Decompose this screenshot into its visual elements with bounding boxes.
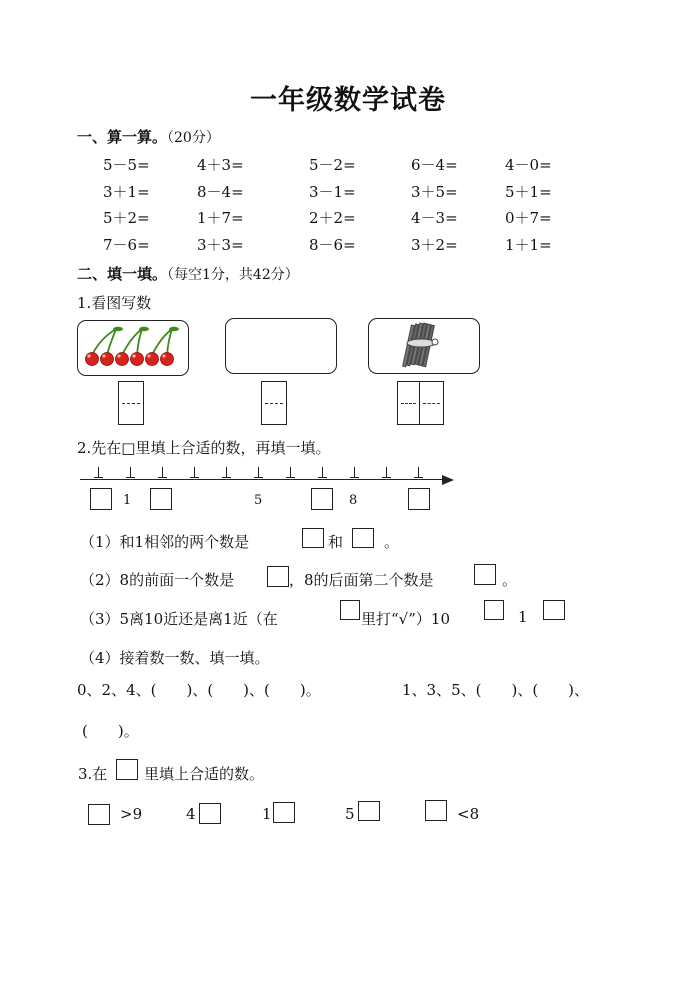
cherries-icon	[78, 321, 188, 375]
arrow-right-icon	[442, 475, 454, 485]
q2-part3-text-a: （3）5离10近还是离1近（在	[80, 610, 278, 628]
equation-r1-c5[interactable]: 4－0=	[505, 156, 552, 174]
number-line-tick	[418, 467, 419, 477]
number-line-tick-base	[158, 477, 167, 478]
sequence-even[interactable]: 0、2、4、( )、( )、( )。	[77, 681, 321, 699]
q3-item-gt9: >9	[120, 805, 143, 823]
q3-box-2[interactable]	[199, 803, 221, 824]
q2-part2-text-b: ，8的后面第二个数是	[289, 571, 434, 589]
number-line-tick-base	[318, 477, 327, 478]
number-line-tick	[322, 467, 323, 477]
answer-box-sticks-ones[interactable]	[419, 381, 444, 425]
number-line-tick-base	[286, 477, 295, 478]
stick-bundle-icon	[369, 319, 479, 373]
picture-box-empty	[225, 318, 337, 374]
equation-r1-c1[interactable]: 5－5=	[103, 156, 150, 174]
numberline-label-1: 1	[123, 493, 132, 508]
q2-label: 2.先在□里填上合适的数，再填一填。	[77, 439, 331, 457]
q3-legend-box	[116, 759, 138, 780]
numberline-box-1[interactable]	[90, 488, 112, 510]
equation-r2-c4[interactable]: 3＋5=	[411, 183, 458, 201]
q2-part3-text-b: 里打“√”）10	[361, 610, 450, 628]
number-line-tick-base	[94, 477, 103, 478]
section1-points: （20分）	[167, 130, 220, 146]
number-line-tick	[130, 467, 131, 477]
equation-r4-c2[interactable]: 3＋3=	[197, 236, 244, 254]
numberline-label-5: 5	[254, 493, 263, 508]
section2-points: （每空1分，共42分）	[167, 267, 299, 283]
equation-r3-c3[interactable]: 2＋2=	[309, 209, 356, 227]
q3-box-5[interactable]	[425, 800, 447, 821]
q3-item-4: 4	[186, 805, 196, 823]
equation-r3-c5[interactable]: 0＋7=	[505, 209, 552, 227]
equation-r2-c3[interactable]: 3－1=	[309, 183, 356, 201]
equation-r2-c2[interactable]: 8－4=	[197, 183, 244, 201]
number-line-tick	[258, 467, 259, 477]
numberline-label-8: 8	[349, 493, 358, 508]
number-line-tick-base	[126, 477, 135, 478]
number-line-tick	[386, 467, 387, 477]
number-line-tick-base	[414, 477, 423, 478]
q2-part1-mid: 和	[328, 533, 344, 551]
answer-box-empty[interactable]	[261, 381, 287, 425]
q2-part3-box-10[interactable]	[484, 600, 504, 620]
picture-box-cherries	[77, 320, 189, 376]
q3-item-lt8: <8	[457, 805, 480, 823]
number-line-tick-base	[222, 477, 231, 478]
q2-part1-box-b[interactable]	[352, 528, 374, 548]
number-line-tick	[226, 467, 227, 477]
equation-r3-c4[interactable]: 4－3=	[411, 209, 458, 227]
picture-box-sticks	[368, 318, 480, 374]
q2-part3-legend-box	[340, 600, 360, 620]
numberline-box-3[interactable]	[311, 488, 333, 510]
q2-part2-text-a: （2）8的前面一个数是	[80, 571, 235, 589]
q3-text-a: 3.在	[78, 765, 108, 783]
sequence-odd-continued[interactable]: ( )。	[82, 722, 139, 740]
q3-box-1[interactable]	[88, 804, 110, 825]
number-line-tick	[194, 467, 195, 477]
number-line-tick	[162, 467, 163, 477]
equation-r2-c1[interactable]: 3＋1=	[103, 183, 150, 201]
q2-part3-text-c: 1	[518, 608, 528, 626]
q3-item-1: 1	[262, 805, 272, 823]
q3-box-3[interactable]	[273, 802, 295, 823]
answer-box-cherries[interactable]	[118, 381, 144, 425]
numberline-box-4[interactable]	[408, 488, 430, 510]
q3-text-b: 里填上合适的数。	[144, 765, 265, 783]
number-line-tick	[354, 467, 355, 477]
number-line-tick	[98, 467, 99, 477]
number-line-axis	[80, 479, 446, 480]
equation-r4-c3[interactable]: 8－6=	[309, 236, 356, 254]
section2-heading-text: 二、填一填。	[77, 265, 168, 283]
number-line-tick-base	[350, 477, 359, 478]
q2-part1-text: （1）和1相邻的两个数是	[80, 533, 250, 551]
number-line-tick-base	[254, 477, 263, 478]
equation-r2-c5[interactable]: 5＋1=	[505, 183, 552, 201]
number-line-tick	[290, 467, 291, 477]
q3-box-4[interactable]	[358, 801, 380, 821]
numberline-box-2[interactable]	[150, 488, 172, 510]
equation-r3-c1[interactable]: 5＋2=	[103, 209, 150, 227]
answer-box-sticks-tens[interactable]	[397, 381, 420, 425]
q3-item-5: 5	[345, 805, 355, 823]
page-title: 一年级数学试卷	[250, 85, 446, 116]
q2-part2-box-a[interactable]	[267, 566, 289, 587]
q1-label: 1.看图写数	[77, 294, 152, 312]
equation-r4-c5[interactable]: 1＋1=	[505, 236, 552, 254]
equation-r3-c2[interactable]: 1＋7=	[197, 209, 244, 227]
equation-r1-c3[interactable]: 5－2=	[309, 156, 356, 174]
q2-part2-box-b[interactable]	[474, 564, 496, 585]
section1-heading-text: 一、算一算。	[77, 128, 168, 146]
sequence-odd[interactable]: 1、3、5、( )、( )、	[402, 681, 590, 699]
equation-r4-c1[interactable]: 7－6=	[103, 236, 150, 254]
section1-heading	[77, 126, 220, 147]
q2-part2-text-c: 。	[502, 571, 518, 589]
number-line-tick-base	[382, 477, 391, 478]
q2-part1-end: 。	[384, 533, 400, 551]
equation-r4-c4[interactable]: 3＋2=	[411, 236, 458, 254]
number-line-tick-base	[190, 477, 199, 478]
section2-heading	[77, 263, 299, 284]
q2-part1-box-a[interactable]	[302, 528, 324, 548]
q2-part4-label: （4）接着数一数、填一填。	[80, 649, 270, 667]
equation-r1-c2[interactable]: 4＋3=	[197, 156, 244, 174]
equation-r1-c4[interactable]: 6－4=	[411, 156, 458, 174]
q2-part3-box-1[interactable]	[543, 600, 565, 620]
